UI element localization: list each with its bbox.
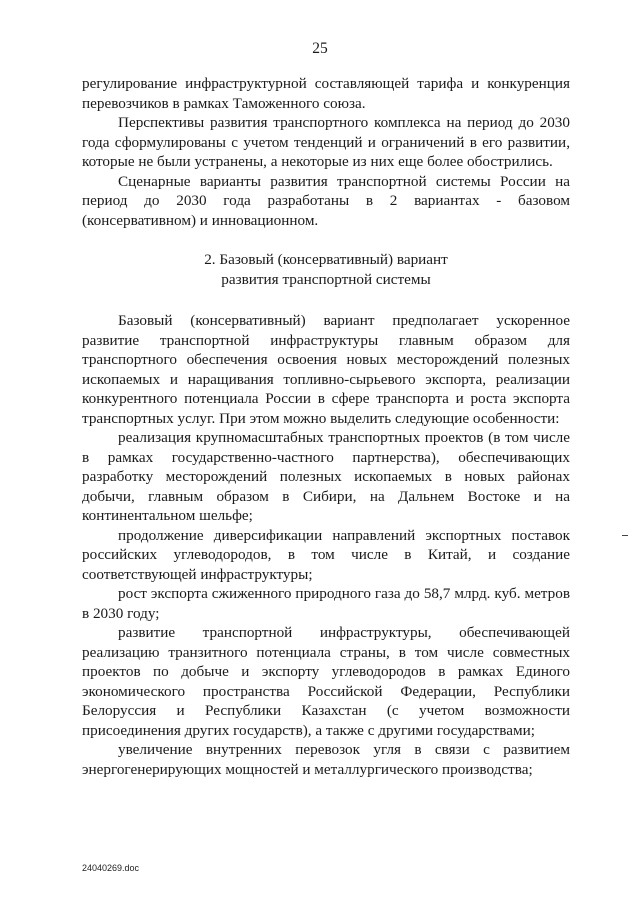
paragraph: Перспективы развития транспортного комплекса на период до 2030 года сформулированы с учетом тенденций и ограничений в его развитии, которые не были устранены, а некоторые из них еще более обострились. [82, 114, 570, 170]
page-number: 25 [312, 40, 328, 57]
section-heading-line: 2. Базовый (консервативный) вариант [204, 251, 448, 268]
list-item: реализация крупномасштабных транспортных проектов (в том числе в рамках государственно-частного партнерства), обеспечивающих разработку месторождений полезных ископаемых в новых районах добычи, главным образом в Сибири, на Дальнем Востоке и на континентальном шельфе; [82, 429, 570, 524]
document-body [82, 74, 570, 779]
section-heading-line: развития транспортной системы [221, 270, 431, 288]
section-heading [82, 250, 570, 289]
file-name: 24040269.doc [82, 863, 140, 873]
list-item: увеличение внутренних перевозок угля в связи с развитием энергогенерирующих мощностей и металлургического производства; [82, 741, 570, 778]
list-item: рост экспорта сжиженного природного газа до 58,7 млрд. куб. метров в 2030 году; [82, 585, 570, 622]
list-item: развитие транспортной инфраструктуры, обеспечивающей реализацию транзитного потенциала страны, в том числе совместных проектов по добыче и экспорту углеводородов в рамках Единого экономического пространства Российской Федерации, Республики Белоруссия и Республики Казахстан (с учетом возможности присоединения других государств), а также с другими государствами; [82, 624, 570, 739]
paragraph: регулирование инфраструктурной составляющей тарифа и конкуренция перевозчиков в рамках Таможенного союза. [82, 75, 570, 112]
margin-mark [622, 535, 628, 536]
paragraph: Базовый (консервативный) вариант предполагает ускоренное развитие транспортной инфраструктуры главным образом для транспортного обеспечения освоения новых месторождений полезных ископаемых и наращивания топливно-сырьевого экспорта, реализации конкурентного потенциала России в сфере транспорта и роста экспорта транспортных услуг. При этом можно выделить следующие особенности: [82, 312, 570, 427]
paragraph: Сценарные варианты развития транспортной системы России на период до 2030 года разработаны в 2 вариантах - базовом (консервативном) и инновационном. [82, 172, 570, 229]
list-item: продолжение диверсификации направлений экспортных поставок российских углеводородов, в том числе в Китай, и создание соответствующей инфраструктуры; [82, 526, 570, 583]
